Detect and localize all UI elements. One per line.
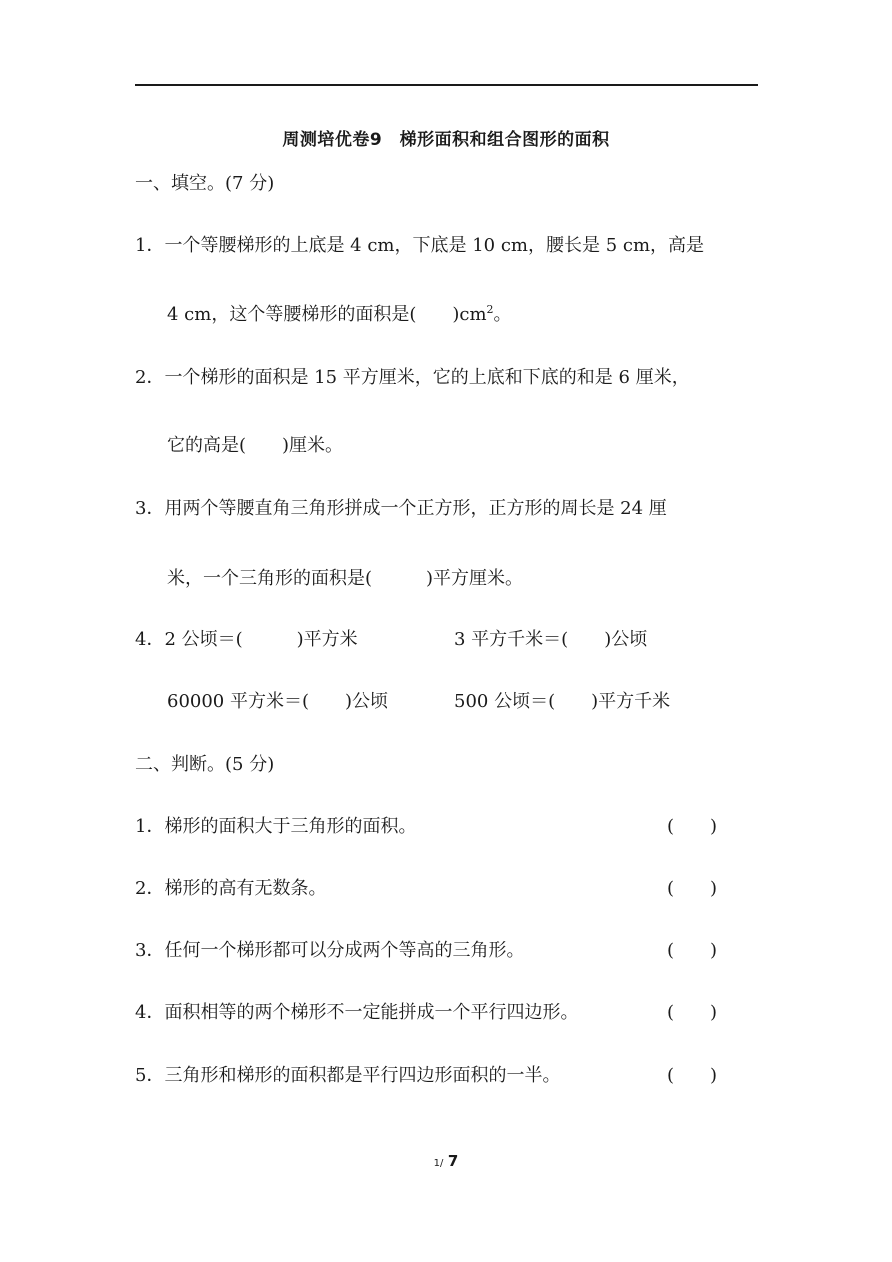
page-separator: / xyxy=(440,1158,444,1169)
q4-part-d: 500 公顷＝( )平方千米 xyxy=(454,691,671,712)
judge-answer-1: ( ) xyxy=(667,816,718,837)
section-1-heading: 一、填空。(7 分) xyxy=(135,173,275,194)
q3-line2: 米，一个三角形的面积是( )平方厘米。 xyxy=(167,568,524,589)
q3-line1: 3．用两个等腰直角三角形拼成一个正方形，正方形的周长是 24 厘 xyxy=(135,498,667,519)
judge-item-5: 5．三角形和梯形的面积都是平行四边形面积的一半。 xyxy=(135,1065,561,1086)
q1-line2-end: 。 xyxy=(493,304,512,325)
q4-part-c: 60000 平方米＝( )公顷 xyxy=(167,691,389,712)
judge-item-2: 2．梯形的高有无数条。 xyxy=(135,878,327,899)
q1-line1: 1．一个等腰梯形的上底是 4 cm，下底是 10 cm，腰长是 5 cm，高是 xyxy=(135,235,705,256)
judge-answer-3: ( ) xyxy=(667,940,718,961)
page-current: 1 xyxy=(433,1158,441,1169)
top-rule xyxy=(135,84,758,86)
q1-line2-text: 4 cm，这个等腰梯形的面积是( )cm xyxy=(167,304,487,325)
page-number xyxy=(0,1152,892,1170)
q4-part-a: 4．2 公顷＝( )平方米 xyxy=(135,629,358,650)
judge-answer-4: ( ) xyxy=(667,1002,718,1023)
judge-item-3: 3．任何一个梯形都可以分成两个等高的三角形。 xyxy=(135,940,525,961)
judge-item-1: 1．梯形的面积大于三角形的面积。 xyxy=(135,816,417,837)
section-2-heading: 二、判断。(5 分) xyxy=(135,754,275,775)
page-title: 周测培优卷9 梯形面积和组合图形的面积 xyxy=(282,130,610,150)
q2-line1: 2．一个梯形的面积是 15 平方厘米，它的上底和下底的和是 6 厘米， xyxy=(135,367,690,388)
page-total: 7 xyxy=(447,1152,459,1170)
judge-item-4: 4．面积相等的两个梯形不一定能拼成一个平行四边形。 xyxy=(135,1002,579,1023)
q1-line2 xyxy=(167,303,512,327)
q4-part-b: 3 平方千米＝( )公顷 xyxy=(454,629,648,650)
q2-line2: 它的高是( )厘米。 xyxy=(167,435,344,456)
judge-answer-5: ( ) xyxy=(667,1065,718,1086)
judge-answer-2: ( ) xyxy=(667,878,718,899)
q1-superscript: 2 xyxy=(486,303,494,316)
